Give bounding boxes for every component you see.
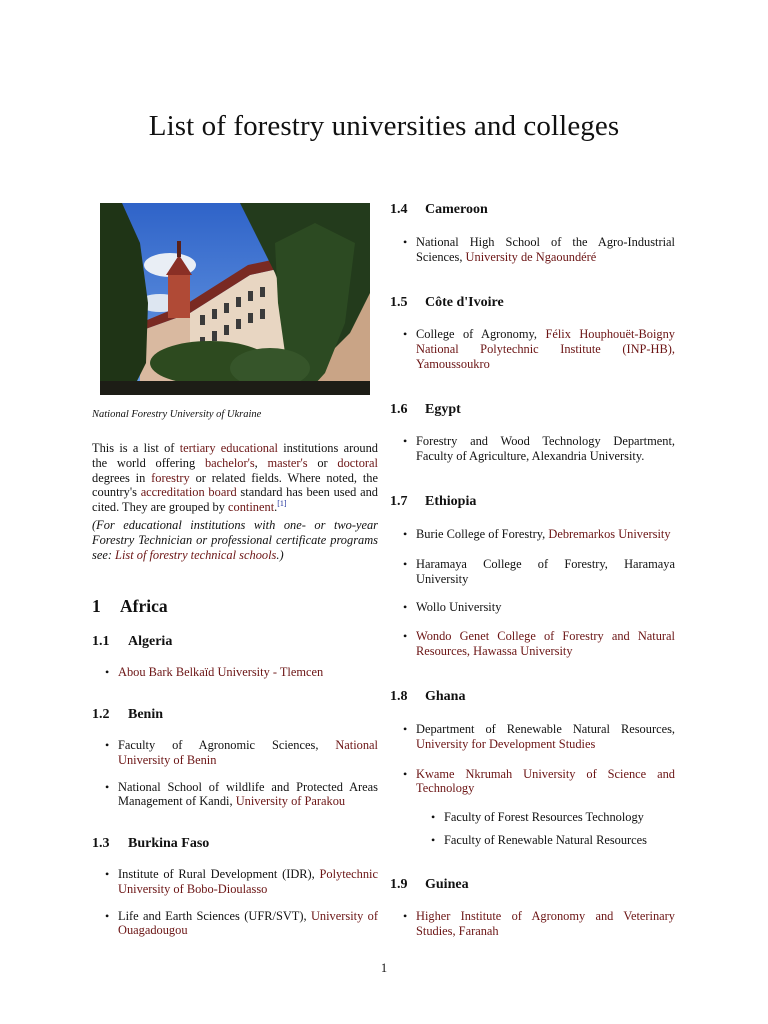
list-cameroon — [390, 235, 675, 265]
list-subitem — [390, 810, 675, 825]
item-link[interactable]: Wondo Genet College of Forestry and Natural Resources, Hawassa University — [416, 629, 675, 658]
list-item — [92, 867, 378, 897]
section-number: 1 — [92, 596, 101, 616]
figure-caption: National Forestry University of Ukraine — [92, 409, 262, 420]
subsection-title: Cameroon — [425, 202, 488, 217]
section-title: Africa — [120, 596, 168, 616]
list-item — [390, 629, 675, 659]
intro-text: or related fields. Where noted, the country's — [92, 470, 378, 500]
list-item — [390, 327, 675, 371]
subsection-title: Ghana — [425, 689, 466, 704]
subsection-number: 1.1 — [92, 634, 110, 649]
subsection-heading-algeria — [92, 634, 172, 650]
item-link[interactable]: University of Ouagadougou — [118, 908, 378, 938]
list-ethiopia — [390, 527, 675, 659]
item-text: College of Agronomy, — [416, 327, 546, 341]
subsection-heading-ethiopia — [390, 494, 476, 510]
item-text: Institute of Rural Development (IDR), — [118, 867, 320, 881]
item-text: Faculty of Agronomic Sciences, — [118, 738, 336, 752]
list-item — [92, 909, 378, 939]
link-accreditation-board[interactable]: accreditation board — [140, 485, 237, 500]
subsection-title: Ethiopia — [425, 494, 477, 509]
list-item — [390, 434, 675, 464]
subsection-title: Côte d'Ivoire — [425, 295, 504, 310]
intro-text: degrees in — [92, 470, 152, 485]
item-link[interactable]: Debremarkos University — [548, 527, 671, 541]
subsection-title: Guinea — [425, 877, 469, 892]
subsection-heading-cameroon — [390, 202, 488, 218]
item-text: Burie College of Forestry, — [416, 527, 549, 541]
list-cote-divoire — [390, 327, 675, 371]
link-technical-schools[interactable]: List of forestry technical schools — [115, 547, 277, 562]
item-text: Haramaya College of Forestry, Haramaya University — [416, 556, 675, 586]
item-text: Faculty of Forest Resources Technology — [444, 810, 644, 825]
intro-text: institutions around the world offering — [92, 441, 378, 470]
list-item — [92, 738, 378, 768]
item-link[interactable]: University de Ngaoundéré — [465, 249, 597, 264]
link-forestry[interactable]: forestry — [151, 470, 190, 485]
note-text: (For educational institutions with one- or two-year Forestry Technician or professional certificate programs see: — [92, 517, 378, 562]
list-item — [390, 909, 675, 939]
intro-text: or — [307, 455, 338, 470]
list-egypt — [390, 434, 675, 464]
link-masters[interactable]: master's — [267, 455, 308, 470]
intro-paragraph — [92, 441, 378, 515]
subsection-number: 1.9 — [390, 877, 408, 892]
subsection-number: 1.3 — [92, 836, 110, 851]
subsection-title: Algeria — [128, 634, 173, 649]
list-ghana — [390, 722, 675, 848]
item-link[interactable]: Abou Bark Belkaïd University - Tlemcen — [118, 665, 324, 679]
page-number: 1 — [380, 961, 388, 975]
list-subitem — [390, 833, 675, 848]
page-title: List of forestry universities and colleges — [148, 110, 620, 142]
item-text: Wollo University — [416, 600, 502, 615]
list-item — [92, 780, 378, 810]
intro-text: standard has been used and cited. They are grouped by — [92, 485, 378, 515]
subsection-heading-ghana — [390, 689, 465, 705]
list-algeria — [92, 665, 378, 680]
item-text: Faculty of Renewable Natural Resources — [444, 832, 647, 847]
item-link[interactable]: National University of Benin — [118, 738, 378, 767]
link-continent[interactable]: continent — [228, 500, 275, 515]
item-link[interactable]: Félix Houphouët-Boigny National Polytechnic Institute (INP-HB), Yamoussoukro — [416, 327, 676, 371]
item-text: Life and Earth Sciences (UFR/SVT), — [118, 908, 311, 923]
subsection-heading-guinea — [390, 877, 469, 893]
subsection-title: Egypt — [425, 402, 461, 417]
item-text: Department of Renewable Natural Resources, — [416, 722, 675, 736]
intro-text: This is a list of — [92, 441, 180, 455]
link-bachelors[interactable]: bachelor's — [204, 455, 255, 470]
note-paragraph — [92, 518, 378, 562]
item-text: National School of wildlife and Protected Areas Management of Kandi, — [118, 779, 378, 809]
list-item — [390, 235, 675, 265]
item-text: National High School of the Agro-Industrial Sciences, — [416, 235, 675, 264]
item-link[interactable]: Kwame Nkrumah University of Science and Technology — [416, 766, 675, 796]
list-item — [390, 722, 675, 752]
subsection-heading-burkina-faso — [92, 836, 209, 852]
item-text: Forestry and Wood Technology Department, Faculty of Agriculture, Alexandria University. — [416, 434, 675, 463]
subsection-number: 1.5 — [390, 295, 408, 310]
list-item — [390, 600, 675, 615]
subsection-heading-cote-divoire — [390, 295, 504, 311]
section-heading-africa — [92, 596, 168, 617]
list-burkina-faso — [92, 867, 378, 938]
subsection-number: 1.7 — [390, 494, 408, 509]
subsection-number: 1.6 — [390, 402, 408, 417]
subsection-number: 1.8 — [390, 689, 408, 704]
subsection-number: 1.4 — [390, 202, 408, 217]
subsection-heading-benin — [92, 707, 163, 723]
item-link[interactable]: Higher Institute of Agronomy and Veterinary Studies, Faranah — [416, 909, 675, 938]
intro-text: . — [274, 500, 278, 515]
list-benin — [92, 738, 378, 809]
subsection-number: 1.2 — [92, 707, 110, 722]
citation-link[interactable]: [1] — [277, 499, 287, 509]
item-link[interactable]: Polytechnic University of Bobo-Dioulasso — [118, 867, 378, 896]
list-item — [390, 767, 675, 797]
item-link[interactable]: University of Parakou — [235, 794, 346, 809]
list-item — [390, 527, 675, 542]
item-link[interactable]: University for Development Studies — [416, 736, 596, 751]
list-item — [92, 665, 378, 680]
link-doctoral[interactable]: doctoral — [337, 455, 378, 470]
link-tertiary[interactable]: tertiary educational — [179, 441, 278, 455]
list-guinea — [390, 909, 675, 939]
subsection-title: Burkina Faso — [128, 836, 210, 851]
university-photo — [100, 203, 370, 395]
subsection-heading-egypt — [390, 402, 461, 418]
intro-text: , — [254, 455, 268, 470]
note-text: .) — [276, 547, 284, 562]
subsection-title: Benin — [128, 707, 164, 722]
list-item — [390, 557, 675, 587]
